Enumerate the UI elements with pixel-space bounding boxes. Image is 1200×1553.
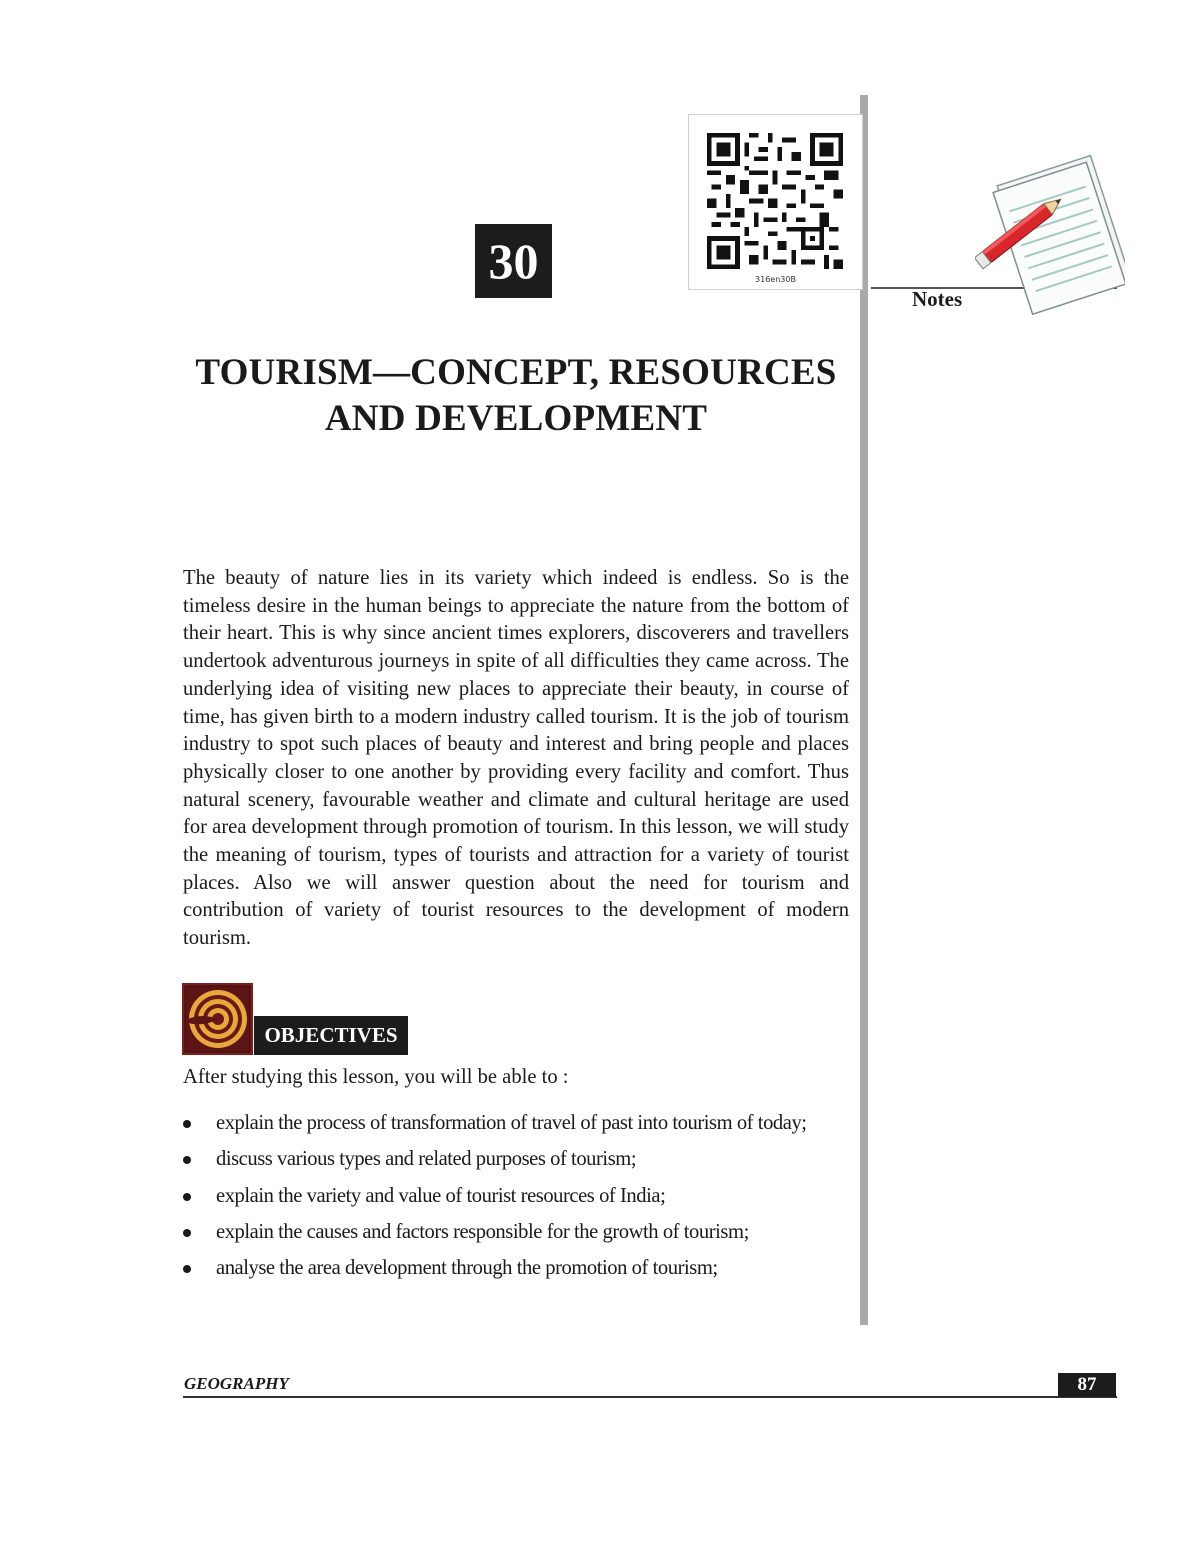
- intro-paragraph: The beauty of nature lies in its variety which indeed is endless. So is the timeless desire in the human beings to appreciate the nature from the bottom of their heart. This is why since ancient times explorers, discoverers and travellers undertook adventurous journeys in spite of all difficulties they came across. The underlying idea of visiting new places to appreciate their beauty, in course of time, has given birth to a modern industry called tourism. It is the job of tourism industry to spot such places of beauty and interest and bring people and places physically closer to one another by providing every facility and comfort. Thus natural scenery, favourable weather and climate and cultural heritage are used for area development through promotion of tourism. In this lesson, we will study the meaning of tourism, types of tourists and attraction for a variety of tourist places. Also we will answer question about the need for tourism and contribution of variety of tourist resources to the development of modern tourism.: [183, 567, 849, 950]
- objective-text: explain the causes and factors responsible for the growth of tourism;: [216, 1220, 749, 1243]
- objective-item: [183, 1252, 863, 1288]
- objectives-lead: After studying this lesson, you will be able to :: [183, 1066, 569, 1088]
- objective-text: discuss various types and related purposes of tourism;: [216, 1148, 637, 1171]
- notepad-pencil-icon: [975, 150, 1125, 315]
- chapter-title-line-1: TOURISM—CONCEPT, RESOURCES: [195, 352, 837, 393]
- objective-text: analyse the area development through the promotion of tourism;: [216, 1257, 718, 1280]
- objective-text: explain the process of transformation of travel of past into tourism of today;: [216, 1112, 807, 1134]
- objectives-heading: OBJECTIVES: [254, 1016, 408, 1055]
- objectives-list: [183, 1107, 863, 1288]
- notes-label: Notes: [912, 287, 963, 311]
- objective-item: [183, 1180, 863, 1216]
- footer-rule: [183, 1396, 1117, 1398]
- bullet-icon: [183, 1120, 191, 1128]
- qr-code-icon: [707, 133, 843, 269]
- objective-item: [183, 1143, 863, 1179]
- bullet-icon: [183, 1229, 191, 1237]
- qr-code-panel[interactable]: [688, 114, 863, 290]
- bullet-icon: [183, 1265, 191, 1273]
- chapter-number-badge: 30: [475, 224, 552, 298]
- spiral-target-icon: [182, 983, 253, 1055]
- qr-code-id: 316en30B: [755, 275, 796, 284]
- chapter-title: [180, 350, 852, 442]
- footer-subject: GEOGRAPHY: [184, 1374, 289, 1393]
- chapter-title-line-2: AND DEVELOPMENT: [324, 398, 708, 439]
- bullet-icon: [183, 1156, 191, 1164]
- objective-item: [183, 1216, 863, 1252]
- bullet-icon: [183, 1193, 191, 1201]
- objective-item: [183, 1107, 863, 1143]
- objective-text: explain the variety and value of tourist resources of India;: [216, 1184, 666, 1207]
- page-number: 87: [1058, 1373, 1116, 1397]
